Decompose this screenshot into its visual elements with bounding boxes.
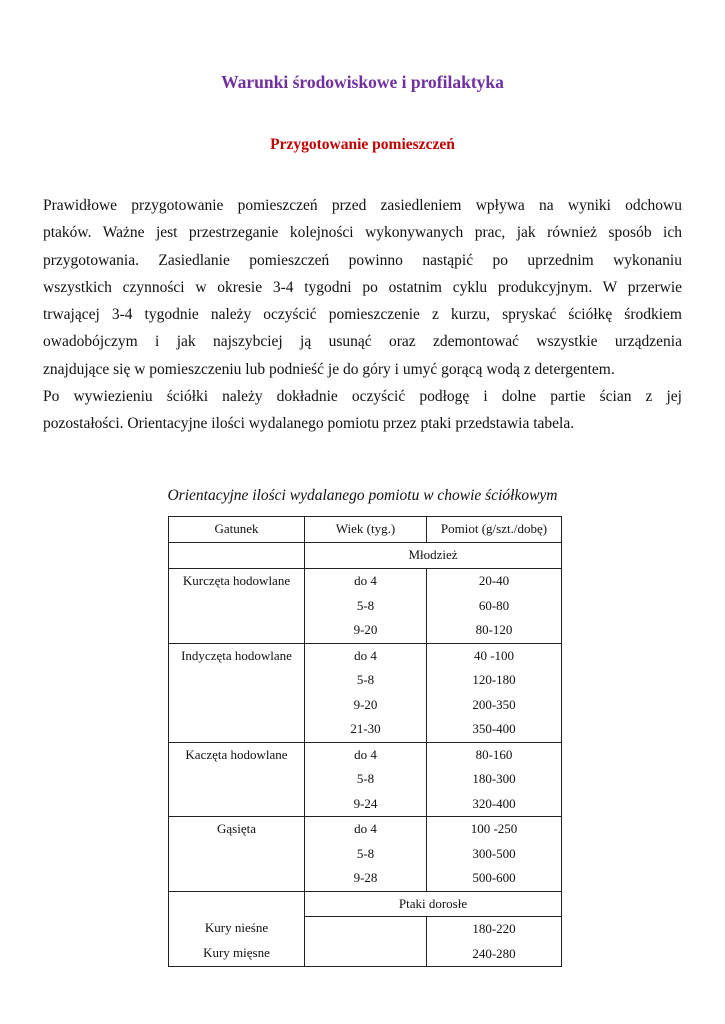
- value-cell: 60-80: [478, 597, 510, 613]
- species-cell: Kury mięsne: [203, 944, 270, 960]
- section-young-label: Młodzież: [305, 543, 562, 569]
- value-cell: 20-40: [478, 573, 510, 588]
- value-cell: 80-120: [475, 622, 513, 637]
- age-cell: 5-8: [356, 845, 375, 861]
- value-cell: 500-600: [472, 870, 516, 885]
- table-row: [169, 643, 562, 742]
- value-cell: 80-160: [475, 746, 513, 762]
- value-cell: 350-400: [472, 721, 516, 736]
- age-cell: do 4: [354, 573, 377, 588]
- section-subtitle: Przygotowanie pomieszczeń: [270, 136, 455, 153]
- table-row: [169, 742, 562, 817]
- manure-table: [168, 516, 562, 967]
- age-cell: do 4: [354, 746, 377, 762]
- age-cell: 21-30: [350, 721, 381, 736]
- table-row-adults: [169, 891, 562, 967]
- species-cell: Indyczęta hodowlane: [181, 647, 292, 663]
- value-cell: 240-280: [472, 945, 516, 961]
- age-cell: 9-20: [353, 696, 378, 712]
- age-cell: do 4: [354, 821, 377, 836]
- age-cell: 9-28: [353, 870, 378, 885]
- age-cell: 9-20: [353, 622, 378, 637]
- value-cell: 300-500: [472, 845, 516, 861]
- table-row: [169, 569, 562, 644]
- value-cell: 40 -100: [473, 647, 515, 663]
- paragraph-line: Po wywiezieniu ściółki należy dokładnie oczyścić podłogę i dolne partie ścian z jej: [43, 388, 682, 406]
- paragraph-line: przygotowania. Zasiedlanie pomieszczeń powinno nastąpić po uprzednim wykonaniu: [43, 251, 682, 269]
- value-cell: 100 -250: [470, 821, 518, 836]
- table-caption: Orientacyjne ilości wydalanego pomiotu w chowie ściółkowym: [167, 487, 558, 504]
- document-title: Warunki środowiskowe i profilaktyka: [221, 72, 504, 92]
- age-cell: 9-24: [353, 795, 378, 811]
- paragraph-line: owadobójczym i jak najszybciej ją usunąć oraz zdemontować wszystkie urządzenia: [43, 333, 682, 351]
- value-cell: 200-350: [472, 696, 516, 712]
- value-cell: 320-400: [472, 795, 516, 811]
- table-header-row: [169, 517, 562, 543]
- value-cell: 180-220: [472, 921, 516, 936]
- value-cell: 180-300: [472, 771, 516, 786]
- paragraph-line: znajdujące się w pomieszczeniu lub podnieść je do góry i umyć gorącą wodą z detergentem.: [43, 360, 615, 378]
- header-species: Gatunek: [169, 517, 305, 543]
- age-cell: do 4: [354, 647, 377, 663]
- paragraph-line: wszystkich czynności w okresie 3-4 tygodni po ostatnim cyklu produkcyjnym. W przerwie: [43, 278, 682, 296]
- header-age: Wiek (tyg.): [305, 517, 427, 543]
- age-cell: 5-8: [356, 672, 375, 687]
- section-row-young: [169, 543, 562, 569]
- value-cell: 120-180: [472, 672, 516, 687]
- paragraph-line: pozostałości. Orientacyjne ilości wydalanego pomiotu przez ptaki przedstawia tabela.: [43, 415, 575, 433]
- age-cell: 5-8: [356, 771, 375, 786]
- species-cell: Gąsięta: [217, 821, 256, 836]
- species-cell: Kaczęta hodowlane: [185, 746, 288, 762]
- age-cell: 5-8: [356, 597, 375, 613]
- section-adult-label: Ptaki dorosłe: [305, 892, 561, 918]
- table-row: [169, 817, 562, 892]
- species-cell: Kurczęta hodowlane: [182, 573, 291, 588]
- paragraph-line: Prawidłowe przygotowanie pomieszczeń przed zasiedleniem wpływa na wyniki odchowu: [43, 197, 682, 214]
- paragraph-line: ptaków. Ważne jest przestrzeganie kolejności wykonywanych prac, jak również sposób ich: [43, 224, 682, 242]
- body-paragraph: [43, 192, 682, 438]
- paragraph-line: trwającej 3-4 tygodnie należy oczyścić pomieszczenie z kurzu, spryskać ściółkę środkiem: [43, 306, 682, 324]
- header-manure: Pomiot (g/szt./dobę): [427, 517, 562, 543]
- species-cell: Kury nieśne: [204, 920, 269, 935]
